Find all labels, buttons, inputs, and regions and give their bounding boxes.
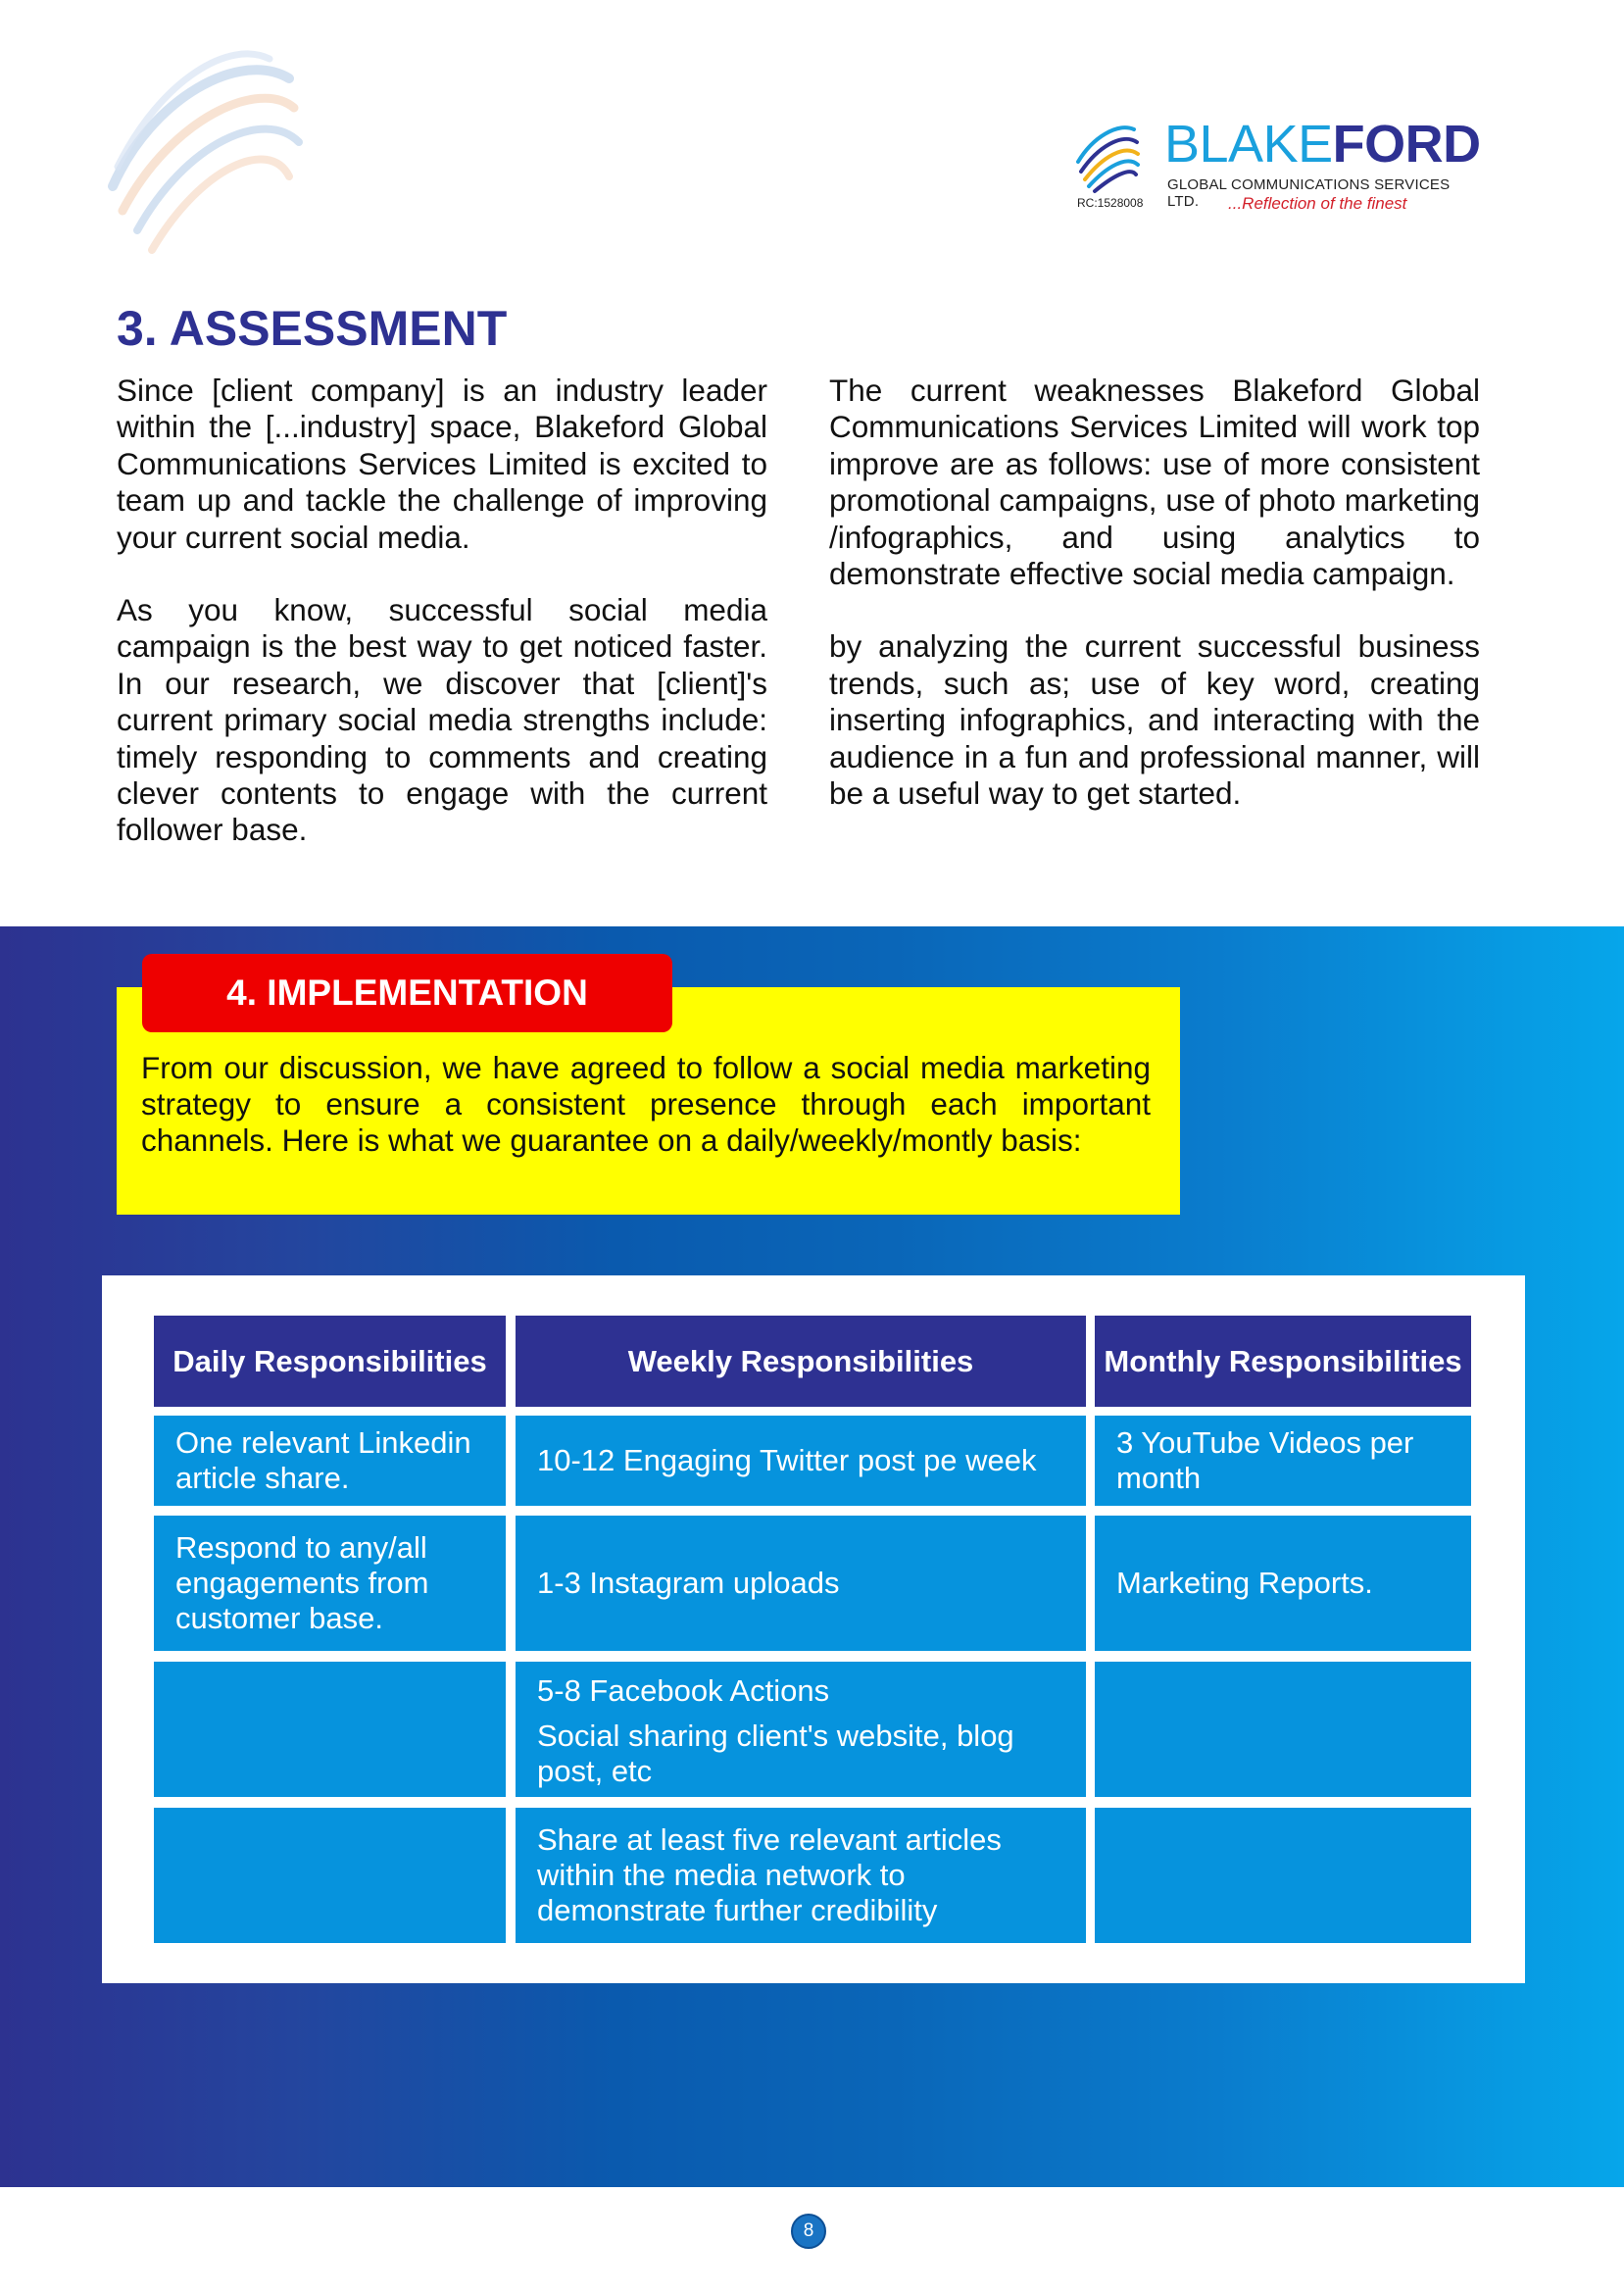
- assessment-right-column: [829, 373, 1480, 848]
- company-logo: [1073, 115, 1485, 225]
- decorative-swirl: [93, 39, 319, 265]
- table-cell-daily: [154, 1808, 506, 1943]
- table-header-daily: Daily Responsibilities: [154, 1316, 506, 1407]
- table-cell-daily: One relevant Linkedin article share.: [154, 1416, 506, 1506]
- implementation-text: From our discussion, we have agreed to follow a social media marketing strategy to ensure a consistent presence through each important channels. Here is what we guarantee on a daily/weekly/montly basis:: [141, 1050, 1151, 1158]
- logo-wordmark-part2: FORD: [1332, 115, 1481, 174]
- table-cell-weekly: Share at least five relevant articles within the media network to demonstrate further credibility: [516, 1808, 1086, 1943]
- table-cell-monthly: 3 YouTube Videos per month: [1095, 1416, 1471, 1506]
- table-cell-weekly-line: 5-8 Facebook Actions: [537, 1673, 830, 1708]
- assessment-paragraph: The current weaknesses Blakeford Global Communications Services Limited will work top improve are as follows: use of more consistent promotional campaigns, use of photo marketing /infographics, and using analytics to demonstrate effective social media campaign.: [829, 373, 1480, 592]
- assessment-paragraph: by analyzing the current successful business trends, such as; use of key word, creating inserting infographics, and interacting with the audience in a fun and professional manner, will be a useful way to get started.: [829, 628, 1480, 812]
- logo-wordmark: [1164, 114, 1481, 174]
- logo-subtitle: GLOBAL COMMUNICATIONS SERVICES LTD.: [1167, 176, 1451, 210]
- assessment-paragraph: As you know, successful social media campaign is the best way to get noticed faster. In our research, we discover that [client]'s current primary social media strengths include: timely responding to comments and creating clever contents to engage with the current follower base.: [117, 592, 767, 848]
- table-header-monthly: Monthly Responsibilities: [1095, 1316, 1471, 1407]
- page-number: 8: [791, 2214, 826, 2249]
- table-cell-daily: [154, 1662, 506, 1797]
- table-cell-weekly: 10-12 Engaging Twitter post pe week: [516, 1416, 1086, 1506]
- table-header-weekly: Weekly Responsibilities: [516, 1316, 1086, 1407]
- logo-tagline: ...Reflection of the finest: [1228, 194, 1407, 213]
- table-cell-monthly: Marketing Reports.: [1095, 1516, 1471, 1651]
- implementation-title: 4. IMPLEMENTATION: [142, 954, 672, 1032]
- table-cell-daily: Respond to any/all engagements from customer base.: [154, 1516, 506, 1651]
- logo-wordmark-part1: BLAKE: [1164, 115, 1333, 174]
- registration-number: RC:1528008: [1077, 196, 1144, 210]
- assessment-left-column: [117, 373, 767, 885]
- assessment-title: 3. ASSESSMENT: [117, 301, 508, 356]
- assessment-paragraph: Since [client company] is an industry leader within the [...industry] space, Blakeford Global Communications Services Limited is excited to team up and tackle the challenge of improving your current social media.: [117, 373, 767, 555]
- table-cell-weekly: [516, 1662, 1086, 1797]
- table-cell-weekly: 1-3 Instagram uploads: [516, 1516, 1086, 1651]
- table-cell-monthly: [1095, 1808, 1471, 1943]
- logo-swirl-icon: [1073, 118, 1142, 196]
- table-cell-monthly: [1095, 1662, 1471, 1797]
- table-cell-weekly-extra: Social sharing client's website, blog post, etc: [537, 1719, 1014, 1788]
